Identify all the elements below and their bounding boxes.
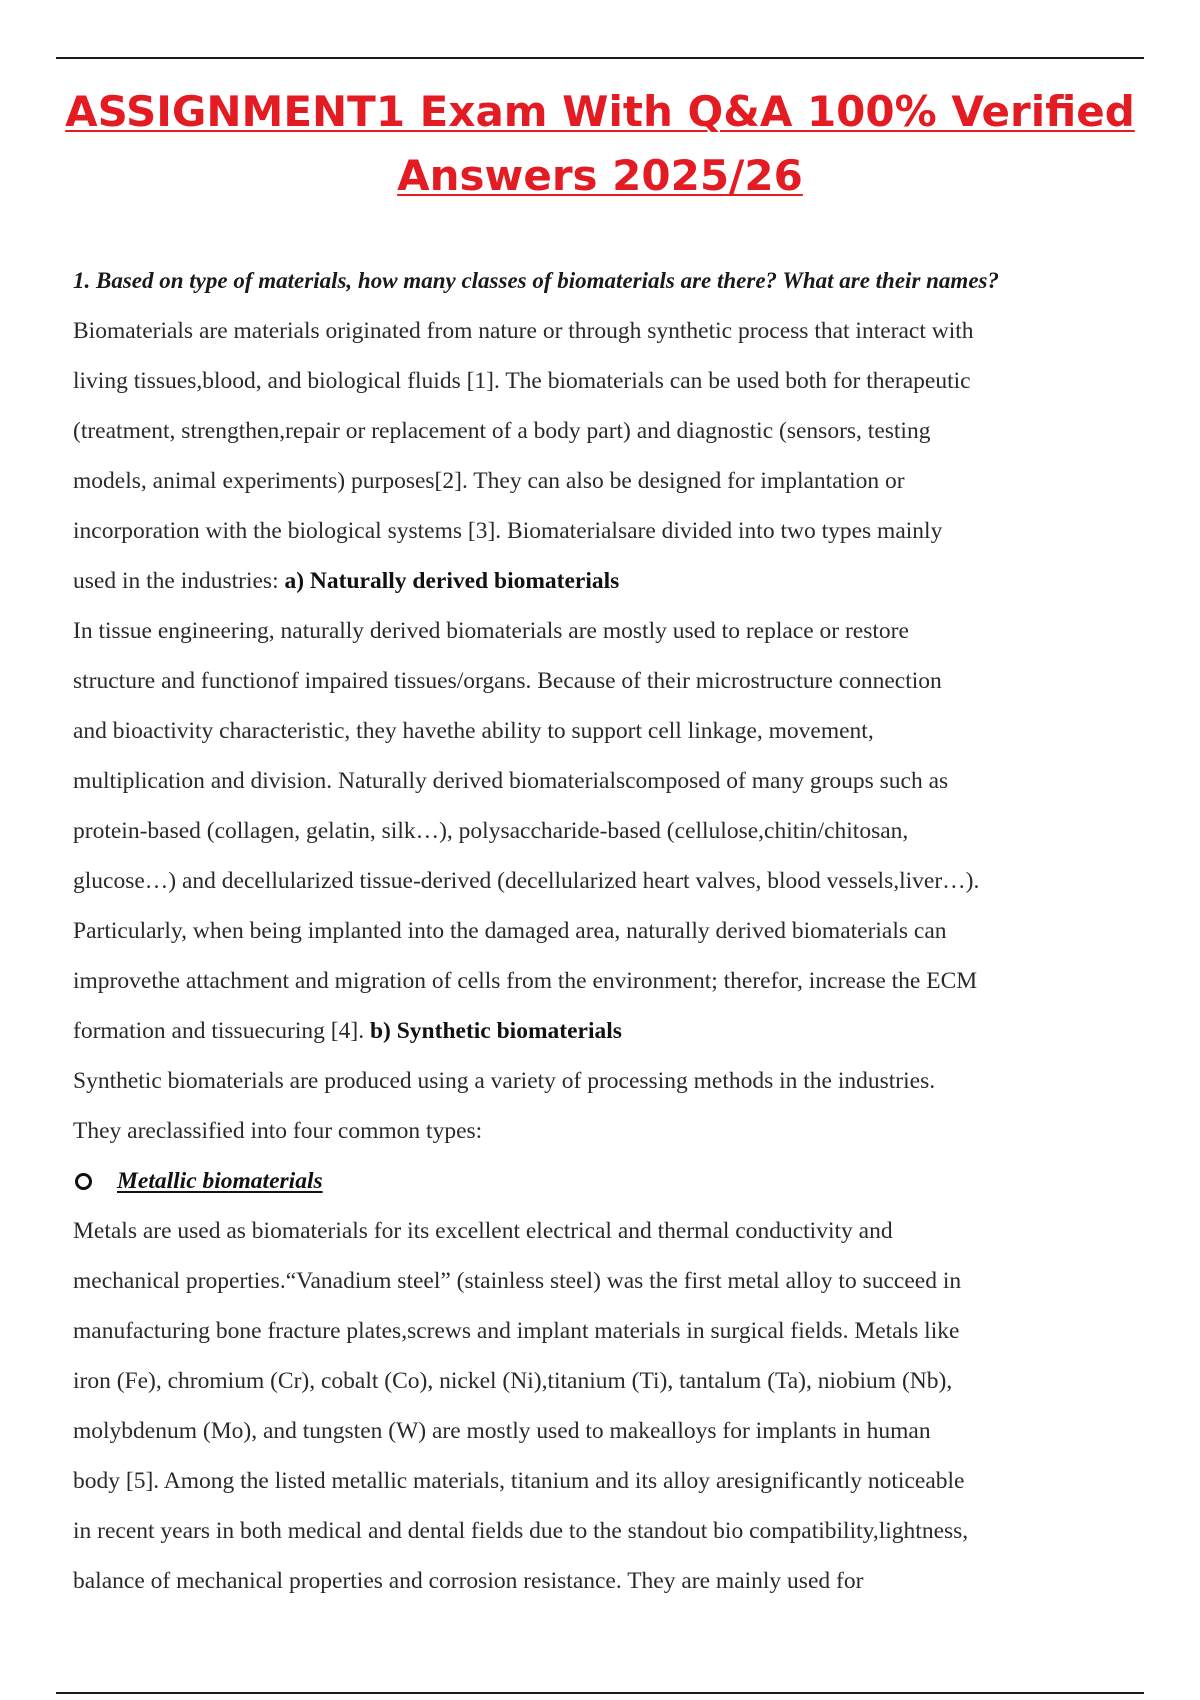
metallic-line: manufacturing bone fracture plates,screws and implant materials in surgical fields. Metals like: [73, 1318, 960, 1344]
natural-line: and bioactivity characteristic, they havethe ability to support cell linkage, movement,: [73, 718, 874, 744]
metallic-line: body [5]. Among the listed metallic materials, titanium and its alloy aresignificantly noticeable: [73, 1468, 965, 1494]
metallic-paragraph: [73, 1206, 1141, 1606]
document-body: [73, 256, 1141, 1606]
bottom-rule: [56, 1692, 1144, 1694]
intro-line: Biomaterials are materials originated from nature or through synthetic process that interact with: [73, 318, 974, 344]
bullet-metallic: [73, 1156, 1141, 1206]
natural-line: In tissue engineering, naturally derived biomaterials are mostly used to replace or restore: [73, 618, 909, 644]
bullet-metallic-label: Metallic biomaterials: [117, 1168, 323, 1194]
natural-line: protein-based (collagen, gelatin, silk…), polysaccharide-based (cellulose,chitin/chitosan,: [73, 818, 909, 844]
natural-line: glucose…) and decellularized tissue-derived (decellularized heart valves, blood vessels,liver…).: [73, 868, 980, 894]
intro-line: models, animal experiments) purposes[2]. They can also be designed for implantation or: [73, 468, 905, 494]
metallic-line: iron (Fe), chromium (Cr), cobalt (Co), nickel (Ni),titanium (Ti), tantalum (Ta), niobium (Nb),: [73, 1368, 953, 1394]
synthetic-paragraph: [73, 1056, 1141, 1156]
document-title: [60, 80, 1140, 208]
circle-bullet-icon: [75, 1173, 92, 1190]
metallic-line: mechanical properties.“Vanadium steel” (stainless steel) was the first metal alloy to succeed in: [73, 1268, 962, 1294]
natural-line-last: [73, 1006, 1141, 1056]
synthetic-line: Synthetic biomaterials are produced using a variety of processing methods in the industries.: [73, 1068, 936, 1094]
metallic-line: Metals are used as biomaterials for its excellent electrical and thermal conductivity and: [73, 1218, 893, 1244]
title-line-1: ASSIGNMENT1 Exam With Q&A 100% Verified: [65, 87, 1135, 136]
natural-paragraph: [73, 606, 1141, 1056]
intro-line: living tissues,blood, and biological fluids [1]. The biomaterials can be used both for therapeutic: [73, 368, 971, 394]
natural-last-text: formation and tissuecuring [4].: [73, 1018, 370, 1044]
metallic-line: molybdenum (Mo), and tungsten (W) are mostly used to makealloys for implants in human: [73, 1418, 931, 1444]
intro-line: (treatment, strengthen,repair or replacement of a body part) and diagnostic (sensors, testing: [73, 418, 931, 444]
synthetic-line: They areclassified into four common types:: [73, 1118, 483, 1144]
natural-line: multiplication and division. Naturally derived biomaterialscomposed of many groups such as: [73, 768, 949, 794]
intro-last-text: used in the industries:: [73, 568, 285, 594]
heading-natural: a) Naturally derived biomaterials: [284, 568, 620, 594]
natural-line: Particularly, when being implanted into the damaged area, naturally derived biomaterials can: [73, 918, 947, 944]
intro-line: incorporation with the biological systems [3]. Biomaterialsare divided into two types mainly: [73, 518, 943, 544]
top-rule: [56, 57, 1144, 59]
natural-line: structure and functionof impaired tissues/organs. Because of their microstructure connection: [73, 668, 942, 694]
question-heading: 1. Based on type of materials, how many classes of biomaterials are there? What are their names?: [73, 268, 999, 293]
intro-line-last: [73, 556, 1141, 606]
heading-synthetic: b) Synthetic biomaterials: [369, 1018, 622, 1044]
metallic-line: in recent years in both medical and dental fields due to the standout bio compatibility,lightness,: [73, 1518, 969, 1544]
intro-paragraph: [73, 306, 1141, 606]
metallic-line: balance of mechanical properties and corrosion resistance. They are mainly used for: [73, 1568, 864, 1594]
natural-line: improvethe attachment and migration of cells from the environment; therefor, increase the ECM: [73, 968, 978, 994]
title-line-2: Answers 2025/26: [397, 151, 803, 200]
